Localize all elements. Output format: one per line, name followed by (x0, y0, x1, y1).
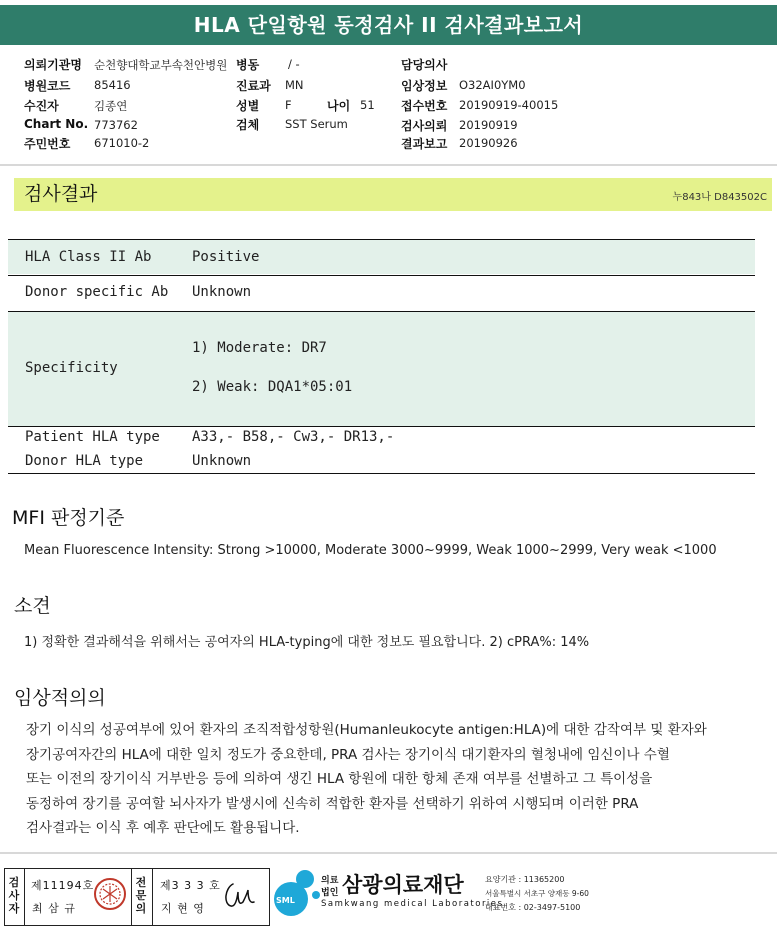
org-address: 서울특별시 서초구 양재동 9-60 (485, 889, 589, 898)
report-title-bar (0, 5, 777, 45)
org-name-en: Samkwang medical Laboratories (321, 899, 504, 909)
patient-label: 수진자 (24, 99, 59, 113)
specificity-label: Specificity (25, 360, 118, 376)
table-rule (8, 311, 755, 312)
specialist-license-no: 제3 3 3 호 (160, 879, 221, 892)
age-value: 51 (360, 98, 375, 112)
mfi-text: Mean Fluorescence Intensity: Strong >10000, Moderate 3000~9999, Weak 1000~2999, Very weak <1000 (24, 543, 717, 558)
institution-value: 순천향대학교부속천안병원 (94, 58, 228, 72)
ward-label: 병동 (236, 58, 260, 72)
age-label: 나이 (327, 99, 351, 113)
hospital-code-value: 85416 (94, 78, 131, 92)
signature-icon (221, 878, 261, 914)
result-heading: 검사결과 (24, 183, 98, 205)
footer-divider (0, 852, 777, 854)
donor-hla-type-value: Unknown (192, 453, 252, 469)
clinical-meaning-heading: 임상적의의 (14, 687, 106, 709)
donor-hla-type-label: Donor HLA type (25, 453, 144, 469)
specimen-value: SST Serum (285, 117, 348, 131)
receipt-value: 20190919-40015 (459, 98, 559, 112)
report-title: HLA 단일항원 동정검사 II 검사결과보고서 (193, 13, 584, 37)
report-date-label: 결과보고 (401, 137, 448, 151)
org-phone: 대표번호 : 02-3497-5100 (485, 903, 581, 912)
report-date-value: 20190926 (459, 136, 518, 150)
specificity-item: 2) Weak: DQA1*05:01 (192, 379, 353, 395)
finding-heading: 소견 (14, 595, 51, 617)
dept-value: MN (285, 78, 304, 92)
specialist-label: 전 문 의 (135, 876, 147, 915)
paragraph-line: 검사결과는 이식 후 예후 판단에도 활용됩니다. (26, 820, 300, 836)
request-date-label: 검사의뢰 (401, 119, 448, 133)
doctor-label: 담당의사 (401, 58, 448, 72)
specificity-item: 1) Moderate: DR7 (192, 340, 327, 356)
org-name: 삼광의료재단 (342, 873, 464, 897)
hospital-code-label: 병원코드 (24, 79, 71, 93)
examiner-name: 최 삼 규 (32, 902, 76, 915)
examiner-label: 검 사 자 (8, 876, 20, 915)
rrn-label: 주민번호 (24, 137, 71, 151)
result-section-bar (14, 178, 772, 211)
table-rule (8, 275, 755, 276)
receipt-label: 접수번호 (401, 99, 448, 113)
institution-label: 의뢰기관명 (24, 58, 82, 72)
logo-text: SML (276, 896, 295, 905)
paragraph-line: 또는 이전의 장기이식 거부반응 등에 의하여 생긴 HLA 항원에 대한 항체 존재 여부를 선별하고 그 특이성을 (26, 771, 653, 787)
clinical-info-label: 임상정보 (401, 79, 448, 93)
chart-no-label: Chart No. (24, 117, 89, 131)
clinical-info-value: O32AI0YM0 (459, 78, 526, 92)
clinical-meaning-text (26, 718, 746, 841)
patient-value: 김종연 (94, 99, 128, 113)
ward-value: / - (288, 57, 300, 71)
dept-label: 진료과 (236, 79, 271, 93)
sex-value: F (285, 98, 292, 112)
class2-value: Positive (192, 249, 260, 265)
paragraph-line: 장기 이식의 성공여부에 있어 환자의 조직적합성항원(Humanleukocyte antigen:HLA)에 대한 감작여부 및 환자와 (26, 722, 707, 738)
box-divider (152, 868, 153, 926)
org-prefix: 법인 (321, 888, 339, 898)
sml-logo-icon (272, 866, 322, 922)
patient-hla-type-value: A33,- B58,- Cw3,- DR13,- (192, 429, 395, 445)
paragraph-line: 동정하여 장기를 공여할 뇌사자가 발생시에 신속히 적합한 환자를 선택하기 위하여 시행되며 이러한 PRA (26, 795, 639, 812)
result-code: 누843나 D843502C (672, 192, 767, 203)
rrn-value: 671010-2 (94, 136, 150, 150)
chart-no-value: 773762 (94, 118, 138, 132)
row-highlight-specificity (8, 312, 755, 426)
box-divider (24, 868, 25, 926)
org-code: 요양기관 : 11365200 (485, 875, 565, 884)
table-bottom-rule (8, 473, 755, 474)
finding-text: 1) 정확한 결과해석을 위해서는 공여자의 HLA-typing에 대한 정보도 필요합니다. 2) cPRA%: 14% (24, 635, 590, 650)
header-divider (0, 164, 777, 166)
table-rule (8, 426, 755, 427)
class2-label: HLA Class II Ab (25, 249, 152, 265)
examiner-license-no: 제11194호 (31, 879, 95, 892)
specimen-label: 검체 (236, 118, 260, 132)
mfi-heading: MFI 판정기준 (12, 507, 125, 529)
paragraph-line: 장기공여자간의 HLA에 대한 일치 정도가 중요한데, PRA 검사는 장기이식 대기환자의 혈청내에 임신이나 수혈 (26, 746, 670, 763)
org-prefix: 의료 (321, 876, 339, 886)
request-date-value: 20190919 (459, 118, 518, 132)
dsa-value: Unknown (192, 284, 252, 300)
table-top-rule (8, 239, 755, 240)
box-divider (131, 868, 132, 926)
sex-label: 성별 (236, 99, 260, 113)
dsa-label: Donor specific Ab (25, 284, 169, 300)
specialist-name: 지 현 영 (161, 902, 205, 915)
examiner-seal-icon (93, 877, 127, 911)
patient-hla-type-label: Patient HLA type (25, 429, 160, 445)
